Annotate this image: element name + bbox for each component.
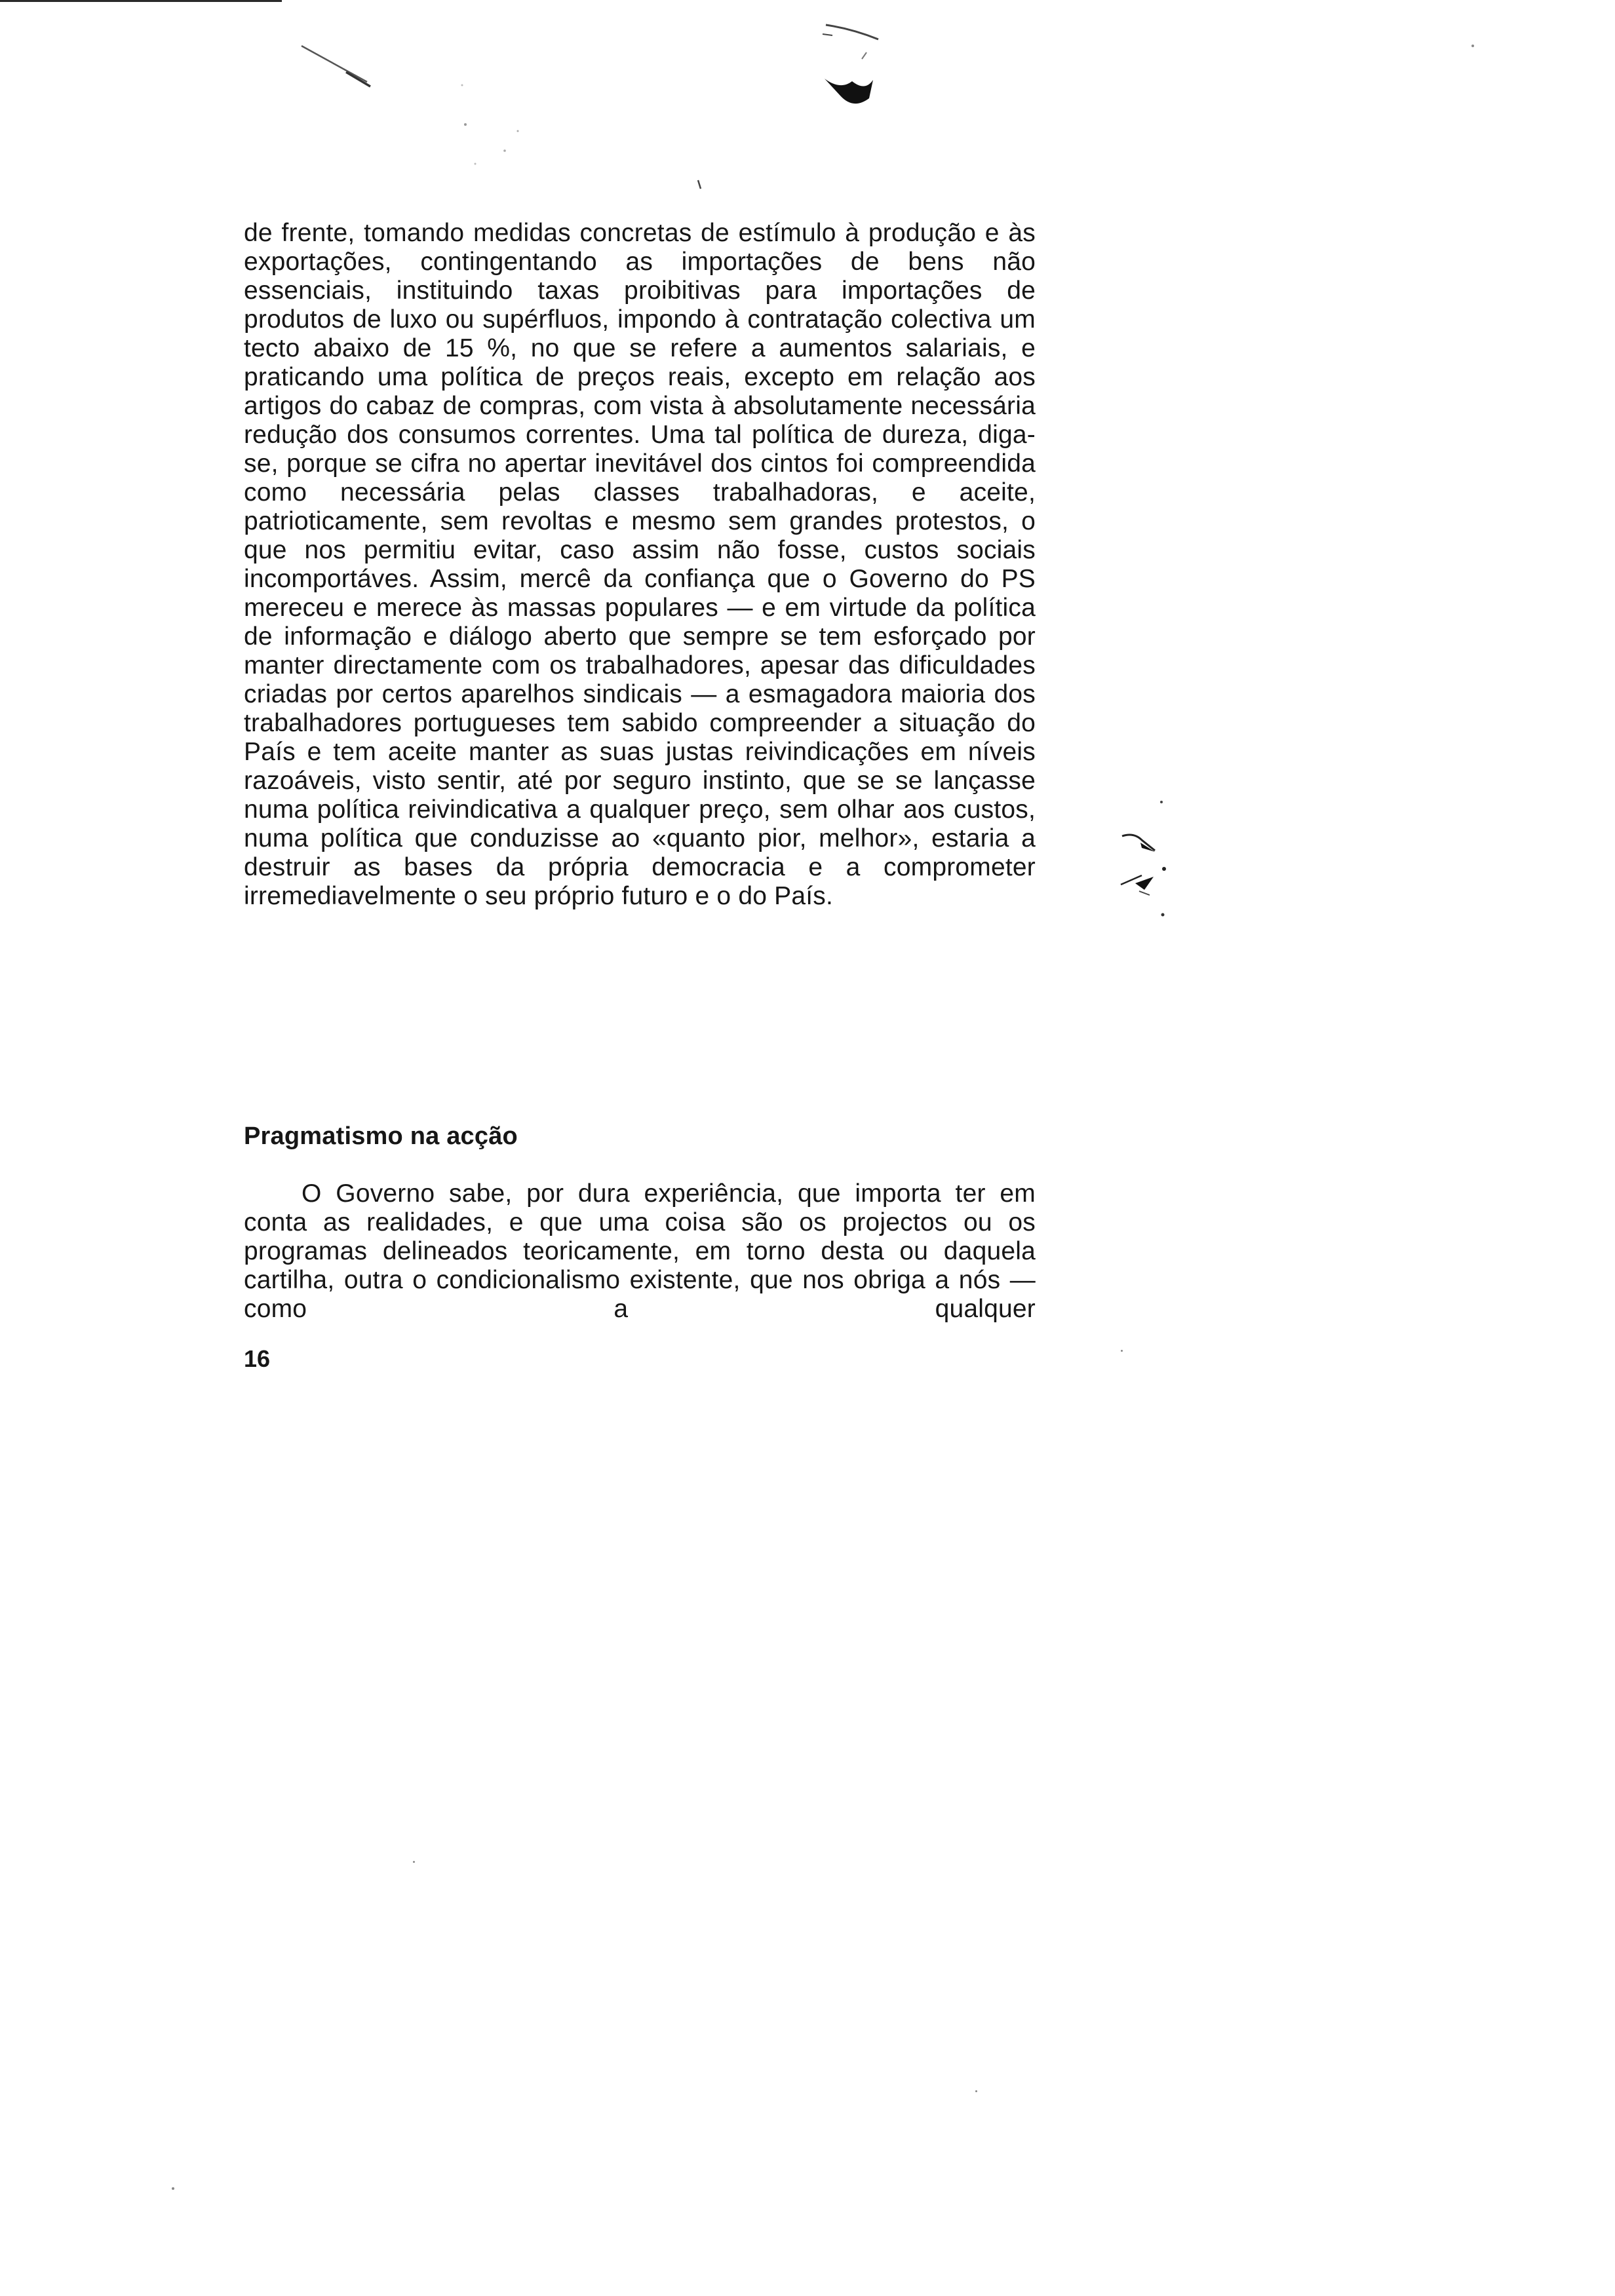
margin-artifact-marks (1081, 780, 1173, 937)
scan-dust (975, 2090, 977, 2092)
scan-dust (172, 2187, 174, 2190)
scan-dust (1471, 45, 1474, 47)
scan-dust (413, 1861, 415, 1863)
scan-artifact-marks (275, 13, 905, 197)
section-heading: Pragmatismo na acção (244, 1122, 518, 1150)
page-number: 16 (244, 1345, 271, 1372)
body-paragraph: de frente, tomando medidas concretas de estímulo à produção e às exportações, contingentando as importações de bens não essenciais, instituindo taxas proibitivas para importações de produtos de luxo ou supérfluos, impondo à contratação colectiva um tecto abaixo de 15 %, no que se refere a aumentos salariais, e praticando uma política de preços reais, excepto em relação aos artigos do cabaz de compras, com vista à absolutamente necessária redução dos consumos correntes. Uma tal política de dureza, diga-se, porque se cifra no apertar inevitável dos cintos foi compreendida como necessária pelas classes trabalhadoras, e aceite, patrioticamente, sem revoltas e mesmo sem grandes protestos, o que nos permitiu evitar, caso assim não fosse, custos sociais incomportáves. Assim, mercê da confiança que o Governo do PS mereceu e merece às massas populares — e em virtude da política de informação e diálogo aberto que sempre se tem esforçado por manter directamente com os trabalhadores, apesar das dificuldades criadas por certos aparelhos sindicais — a esmagadora maioria dos trabalhadores portugueses tem sabido compreender a situação do País e tem aceite manter as suas justas reivindicações em níveis razoáveis, visto sentir, até por seguro instinto, que se se lançasse numa política reivindicativa a qualquer preço, sem olhar aos custos, numa política que conduzisse ao «quanto pior, melhor», estaria a destruir as bases da própria democracia e a comprometer irremediavelmente o seu próprio futuro e o do País. (244, 219, 1036, 910)
scan-edge-rule (0, 0, 282, 2)
body-paragraph: O Governo sabe, por dura experiência, que importa ter em conta as realidades, e que uma coisa são os projectos ou os programas delineados teoricamente, em torno desta ou daquela cartilha, outra o condicionalismo existente, que nos obriga a nós — como a qualquer (244, 1179, 1036, 1323)
scan-dust (1121, 1350, 1123, 1352)
